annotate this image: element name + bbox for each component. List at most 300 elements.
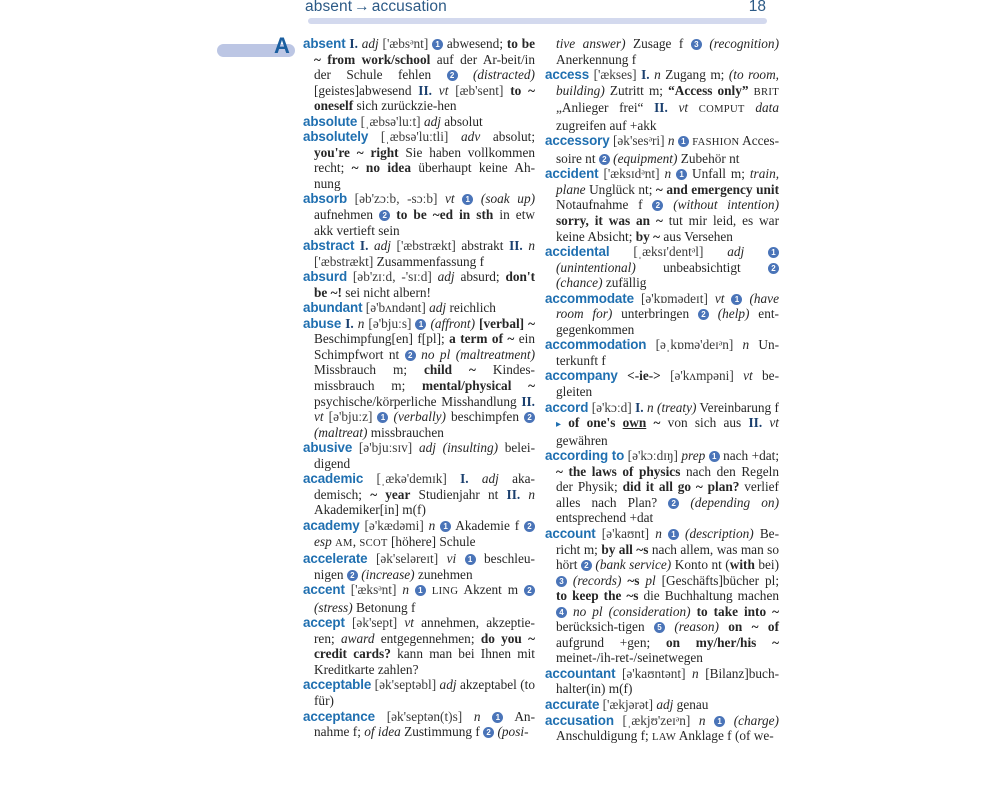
example-phrase: ~ no idea — [351, 160, 411, 176]
sense-indicator: (affront) — [430, 315, 476, 331]
dictionary-entry-absorb — [303, 191, 535, 238]
part-of-speech: n — [692, 665, 699, 681]
left-column — [303, 36, 535, 740]
example-translation: psychische/körperliche Misshandlung — [314, 393, 517, 409]
dictionary-entry-accurate — [545, 697, 779, 713]
translation: [Bilanz]buch-halter(in) m(f) — [556, 665, 780, 697]
translation: genau — [676, 696, 709, 712]
translation: [höhere] Schule — [391, 533, 476, 549]
sense-number: 2 — [581, 560, 592, 571]
headword[interactable]: abundant — [303, 300, 363, 316]
part-of-speech: adj — [429, 300, 447, 316]
part-of-speech: vt — [438, 82, 449, 98]
dictionary-entry-absolute — [303, 114, 535, 130]
pronunciation: [ə'kʌmpəni] — [670, 368, 734, 384]
dictionary-entry-abuse — [303, 316, 535, 440]
example-phrase: ~ year — [370, 486, 411, 502]
sense-indicator: of idea — [364, 724, 401, 740]
translation: Missbrauch m; — [314, 362, 408, 378]
example-translation: Kindes-missbrauch m; — [314, 362, 535, 394]
roman-numeral: I. — [635, 399, 644, 415]
part-of-speech: adv — [461, 129, 481, 145]
example-phrase: do you ~ credit cards? — [314, 630, 536, 662]
dictionary-entry-absurd — [303, 269, 535, 300]
translation: Konto nt — [674, 557, 722, 573]
example-phrase: of one's own ~ — [568, 415, 661, 431]
headword[interactable]: account — [545, 525, 596, 541]
pronunciation: ['æbsᵊnt] — [382, 36, 429, 51]
sense-number: 1 — [676, 169, 687, 180]
sense-indicator: (distracted) — [472, 67, 535, 83]
part-of-speech: n — [667, 133, 675, 149]
translation: Anerkennung f — [556, 51, 637, 67]
headword[interactable]: accelerate — [303, 551, 368, 567]
part-of-speech: vt — [743, 368, 753, 384]
translation: be-gleiten — [556, 368, 779, 400]
sense-indicator: (increase) — [361, 566, 415, 582]
example-phrase: on ~ of — [728, 619, 780, 635]
part-of-speech: adj — [423, 113, 441, 129]
dictionary-entry-acceptable — [303, 677, 535, 708]
headword[interactable]: abstract — [303, 238, 355, 254]
sense-number: 1 — [462, 194, 473, 205]
sense-number: 2 — [524, 585, 535, 596]
dictionary-entry-accessory — [545, 133, 779, 166]
translation: entgegennehmen; — [380, 630, 475, 646]
translation: zunehmen — [417, 566, 473, 582]
example-phrase: to take into ~ — [696, 603, 780, 619]
translation: Anschuldigung f; — [556, 728, 649, 744]
translation: Zustimmung f — [404, 724, 480, 740]
translation: zufällig — [605, 275, 647, 291]
headword[interactable]: absent — [303, 36, 346, 51]
headword[interactable]: accusation — [545, 712, 614, 728]
translation: Acces-soire nt — [556, 133, 780, 166]
sense-indicator: (equipment) — [613, 150, 678, 166]
sense-indicator: (maltreatment) — [455, 346, 536, 362]
translation: Betonung f — [356, 599, 416, 615]
pronunciation: [ˌækə'demɪk] — [376, 471, 447, 487]
part-of-speech: adj — [481, 471, 499, 487]
region-label: AM — [335, 537, 353, 549]
part-of-speech: vt — [714, 290, 725, 306]
example-translation: „Anlieger frei“ — [556, 100, 644, 116]
dictionary-entry-accompany — [545, 368, 779, 399]
sense-indicator: (insulting) — [442, 440, 499, 456]
dictionary-entry-accord — [545, 400, 779, 449]
sense-indicator: train, plane — [556, 166, 780, 197]
translation: Anklage f — [678, 728, 732, 744]
headword[interactable]: accidental — [545, 244, 610, 260]
sense-indicator: (records) — [572, 572, 622, 588]
running-head-first-entry: absent — [305, 0, 353, 15]
example-translation: die Buchhaltung machen — [643, 588, 779, 604]
example-translation: von sich aus — [667, 415, 742, 431]
pronunciation: [ˌæksɪ'dentᵊl] — [633, 244, 704, 260]
running-head-last-entry: accusation — [371, 0, 447, 15]
pronunciation: ['æksɪdᵊnt] — [603, 166, 660, 182]
part-of-speech: n — [473, 708, 481, 724]
translation: absolut; — [492, 129, 536, 145]
pronunciation: [ək'septən(t)s] — [386, 708, 463, 724]
translation: unterbringen — [621, 306, 690, 322]
example-phrase: “Access only” — [668, 82, 749, 98]
translation: Akzent m — [463, 582, 519, 598]
example-phrase: ~ and emergency unit — [655, 181, 779, 197]
translation: ent-gegenkommen — [556, 306, 779, 337]
headword[interactable]: according to — [545, 448, 625, 464]
part-of-speech: adj — [656, 696, 674, 712]
part-of-speech: n — [742, 337, 750, 353]
pronunciation: [ək'seləreɪt] — [375, 551, 439, 567]
dictionary-entry-abundant — [303, 300, 535, 316]
headword[interactable]: accident — [545, 166, 599, 182]
dictionary-entry-account — [545, 526, 779, 666]
translation: belei-digend — [314, 440, 536, 471]
sense-number: 1 — [465, 554, 476, 565]
example-translation: Sie haben vollkommen recht; — [314, 144, 536, 176]
headword[interactable]: abuse — [303, 315, 342, 331]
pronunciation: ['ækjərət] — [602, 696, 654, 712]
pronunciation: [ək'sept] — [351, 615, 398, 631]
part-of-speech: n — [655, 525, 662, 541]
part-of-speech: adj — [361, 36, 379, 51]
sense-number: 2 — [405, 350, 416, 361]
part-of-speech: n — [698, 712, 706, 728]
pronunciation: ['æbstrækt] — [396, 238, 456, 254]
example-translation: Studienjahr nt — [418, 486, 499, 502]
pronunciation: [ək'septəbl] — [374, 677, 437, 693]
example-phrase: on my/her/his ~ — [665, 634, 780, 650]
example-translation: aufgrund +gen; — [556, 634, 651, 650]
translation: [geistes]abwesend — [314, 82, 412, 98]
dictionary-entry-accountant — [545, 666, 779, 697]
translation: Akademie f — [455, 517, 520, 533]
sense-number: 1 — [492, 712, 503, 723]
region-label: BRIT — [753, 86, 780, 98]
sense-indicator: (soak up) — [480, 191, 536, 207]
example-phrase: did it all go ~ plan? — [622, 479, 740, 495]
sense-indicator: (charge) — [733, 712, 779, 728]
example-phrase: to be ~ed in sth — [396, 207, 494, 223]
roman-numeral: II. — [509, 238, 523, 254]
sense-indicator: award — [340, 630, 375, 646]
example-translation: verlief alles nach Plan? — [556, 479, 779, 510]
roman-numeral: I. — [641, 67, 650, 83]
headword[interactable]: absolutely — [303, 129, 369, 145]
part-of-speech: adj — [418, 440, 436, 456]
example-phrase: sorry, it was an ~ — [556, 213, 663, 229]
subject-label: COMPUT — [698, 104, 745, 116]
example-translation: nach allem, was man so hört — [556, 541, 779, 573]
headword[interactable]: acceptable — [303, 677, 372, 693]
dictionary-entry-acceptance — [303, 709, 535, 740]
sense-number: 1 — [768, 247, 779, 258]
headword[interactable]: absurd — [303, 269, 348, 285]
translation: akzeptabel — [459, 677, 517, 693]
part-of-speech: n — [428, 517, 436, 533]
sense-indicator: (to room, building) — [556, 67, 779, 98]
pronunciation: [ˌæbsə'luːtli] — [380, 129, 449, 145]
sense-number: 2 — [483, 727, 494, 738]
example-translation: sei nicht albern! — [345, 284, 431, 300]
sense-indicator: (maltreat) — [314, 424, 368, 440]
pronunciation: [ə'bʌndənt] — [365, 300, 426, 316]
example-phrase: [verbal] ~ — [479, 315, 536, 331]
subject-label: LING — [431, 586, 459, 598]
pronunciation: [əb'zɪːd, -'sɪːd] — [352, 269, 432, 285]
running-head-entries — [305, 0, 447, 16]
dictionary-entry-accidental — [545, 244, 779, 291]
sense-indicator: (stress) — [314, 599, 353, 615]
phrase-marker-icon: ▸ — [556, 419, 562, 431]
example-translation: Beschimpfung[en] f[pl]; — [314, 331, 445, 347]
sense-indicator: (have room for) — [556, 290, 779, 322]
dictionary-entry-accusation — [545, 713, 779, 746]
sense-number: 2 — [698, 309, 709, 320]
translation: beschleu-nigen — [314, 551, 535, 582]
translation: aufnehmen — [314, 207, 374, 223]
dictionary-entry-according-to — [545, 448, 779, 526]
inflection-note: <-ie-> — [627, 368, 661, 384]
translation: abstrakt — [461, 238, 504, 254]
example-phrase: to keep the ~s — [556, 588, 639, 604]
sense-number: 3 — [556, 576, 567, 587]
example-translation: aus Versehen — [663, 228, 733, 244]
running-head-arrow-icon: → — [354, 0, 370, 15]
part-of-speech: n — [654, 67, 661, 83]
sense-indicator: (reason) — [674, 619, 719, 635]
dictionary-entry-absent — [303, 36, 535, 114]
sense-number: 2 — [447, 70, 458, 81]
part-of-speech: vt — [678, 100, 689, 116]
headword[interactable]: accountant — [545, 665, 616, 681]
example-translation: überhaupt keine Ah-nung — [314, 160, 536, 191]
headword[interactable]: accessory — [545, 133, 610, 149]
headword[interactable]: accompany — [545, 368, 618, 384]
sense-indicator: (bank service) — [595, 557, 672, 573]
sense-number: 1 — [415, 319, 426, 330]
sense-number: 1 — [714, 716, 725, 727]
sense-indicator: (verbally) — [393, 409, 446, 425]
dictionary-entry-accent — [303, 582, 535, 615]
example-translation: auf der Ar-beit/in der Schule fehlen — [314, 51, 535, 83]
dictionary-entry-accelerate — [303, 551, 535, 582]
pronunciation: [ə'bjuːz] — [328, 409, 373, 425]
translation: Zubehör nt — [680, 150, 740, 166]
headword[interactable]: absorb — [303, 191, 348, 207]
translation: reichlich — [449, 300, 496, 316]
dictionary-entry-accident — [545, 166, 779, 244]
translation: An-nahme f; — [314, 708, 535, 740]
dictionary-entry-academy: academy [ə'kædəmi] n 1 Akademie f 2 esp AM, SCOT [höhere] Schule — [303, 518, 535, 551]
translation: beschimpfen — [451, 409, 519, 425]
roman-numeral: II. — [506, 486, 521, 502]
pronunciation: ['æbstrækt] — [314, 253, 374, 269]
example-translation: in etw akk vertieft sein — [314, 207, 536, 238]
translation: Un-terkunft f — [556, 337, 780, 368]
headword[interactable]: accord — [545, 399, 589, 415]
sense-number: 2 — [379, 210, 390, 221]
sense-number: 2 — [668, 498, 679, 509]
example-translation: nach den Regeln der Physik; — [556, 463, 779, 495]
example-translation: meinet-/ih-ret-/seinetwegen — [556, 650, 703, 666]
headword[interactable]: accent — [303, 582, 345, 598]
headword[interactable]: access — [545, 67, 590, 83]
running-head — [0, 0, 1000, 26]
pronunciation: [ə'kɔːdɪŋ] — [627, 448, 678, 464]
dictionary-entry-academic — [303, 471, 535, 518]
roman-numeral: I. — [359, 238, 369, 254]
example-phrase: to ~ oneself — [314, 82, 536, 114]
translation: Zutritt m; — [609, 82, 663, 98]
translation: annehmen, akzeptie-ren; — [314, 615, 535, 646]
pronunciation: [ə'bjuːs] — [368, 315, 412, 331]
part-of-speech: n — [528, 486, 536, 502]
example-translation: ein Schimpfwort nt — [314, 331, 535, 362]
roman-numeral: II. — [418, 82, 432, 98]
subject-label: LAW — [652, 732, 677, 744]
sense-indicator: (treaty) — [657, 399, 697, 415]
translation: aka-demisch; — [314, 471, 535, 502]
roman-numeral: II. — [521, 393, 535, 409]
example-phrase: to be ~ from work/school — [314, 36, 536, 67]
pronunciation: [ə'kɒmədeɪt] — [640, 290, 708, 306]
headword[interactable]: accommodate — [545, 290, 634, 306]
translation: Zusammenfassung f — [376, 253, 485, 269]
pronunciation: [ək'sesᵊri] — [612, 133, 665, 149]
dictionary-entry-abstract — [303, 238, 535, 269]
translation: [Geschäfts]bücher pl; — [661, 572, 780, 588]
entry-continuation-acceptance — [545, 36, 779, 67]
sense-number: 1 — [709, 451, 720, 462]
part-of-speech: vt — [769, 415, 779, 431]
part-of-speech: n — [664, 166, 672, 182]
sense-number: 2 — [652, 200, 663, 211]
region-label: SCOT — [359, 537, 388, 549]
headword[interactable]: accommodation — [545, 337, 647, 353]
pronunciation: [əb'zɔːb, -sɔːb] — [354, 191, 438, 207]
roman-numeral: I. — [460, 471, 469, 487]
part-of-speech: vt — [445, 191, 455, 207]
subject-label: FASHION — [692, 137, 740, 149]
complement-note: (with bei) — [725, 557, 779, 573]
part-of-speech: n — [402, 582, 409, 598]
phrase-continued: (of we- — [734, 728, 774, 744]
headword[interactable]: acceptance — [303, 708, 375, 724]
part-of-speech: adj — [727, 244, 745, 260]
pronunciation: [əˌkɒmə'deɪᵊn] — [655, 337, 734, 353]
sense-indicator: (unintentional) — [556, 259, 636, 275]
sense-number: 4 — [556, 607, 567, 618]
example-translation: Notaufnahme f — [556, 197, 643, 213]
example-phrase: by ~ — [635, 228, 661, 244]
sense-number: 3 — [691, 39, 702, 50]
example-translation: tut mir leid, es war keine Absicht; — [556, 213, 779, 244]
sense-number: 1 — [415, 585, 426, 596]
headword[interactable]: abusive — [303, 440, 353, 456]
sense-number: 1 — [678, 136, 689, 147]
sense-indicator: (help) — [717, 306, 750, 322]
translation: Unfall m; — [691, 166, 745, 182]
example-phrase: ~ the laws of physics — [556, 463, 681, 479]
part-of-speech: vt — [404, 615, 414, 631]
roman-numeral: I. — [345, 315, 354, 331]
dictionary-entry-abusive — [303, 440, 535, 471]
sense-number: 1 — [377, 412, 388, 423]
sense-indicator: (description) — [685, 525, 754, 541]
page-number: 18 — [748, 0, 766, 15]
pronunciation: [ə'kaʊnt] — [601, 525, 650, 541]
roman-numeral: I. — [349, 36, 358, 51]
grammar-label: pl — [645, 572, 656, 588]
sense-number: 5 — [654, 622, 665, 633]
example-phrase: mental/physical ~ — [422, 378, 535, 394]
translation: unbeabsichtigt — [663, 259, 741, 275]
sense-number: 1 — [432, 39, 443, 50]
example-translation: sich zurückzie-hen — [356, 98, 457, 114]
stress-underline: own — [622, 415, 647, 431]
sense-number: 2 — [599, 154, 610, 165]
example-phrase: don't be ~! — [314, 269, 535, 300]
sense-number: 2 — [524, 412, 535, 423]
example-translation: berücksich-tigen — [556, 619, 645, 635]
headword[interactable]: accept — [303, 615, 345, 631]
sense-indicator: (recognition) — [709, 36, 780, 51]
roman-numeral: II. — [748, 415, 763, 431]
headword[interactable]: academy — [303, 517, 360, 533]
sense-number: 1 — [668, 529, 679, 540]
dictionary-entry-absolutely — [303, 129, 535, 191]
part-of-speech: vi — [446, 551, 457, 567]
sense-number: 2 — [347, 570, 358, 581]
example-phrase: child ~ — [423, 362, 476, 378]
headword[interactable]: absolute — [303, 113, 358, 129]
sense-indicator: (chance) — [556, 275, 603, 291]
translation: Zusage f — [633, 36, 684, 51]
headword[interactable]: accurate — [545, 696, 600, 712]
dictionary-entry-accept — [303, 615, 535, 677]
example-phrase: ~s — [627, 572, 640, 588]
translation: absurd; — [460, 269, 500, 285]
part-of-speech: adj — [437, 269, 455, 285]
roman-numeral: II. — [654, 100, 668, 116]
dictionary-entry-access — [545, 67, 779, 133]
pronunciation: [ə'kædəmi] — [364, 517, 424, 533]
example-phrase: by all ~s — [601, 541, 649, 557]
example-phrase: a term of ~ — [449, 331, 515, 347]
translation: nach +dat; — [723, 448, 780, 464]
sense-number: 2 — [524, 521, 535, 532]
pronunciation: [ə'kɔːd] — [591, 399, 632, 415]
right-column — [545, 36, 779, 746]
part-of-speech: prep — [681, 448, 706, 464]
usage-label: esp — [314, 533, 332, 549]
headword[interactable]: academic — [303, 471, 364, 487]
translation: Akademiker[in] m(f) — [314, 502, 426, 518]
part-of-speech: n — [646, 399, 654, 415]
complement-note: (to für) — [314, 677, 536, 708]
sense-indicator: (consideration) — [608, 603, 691, 619]
translation: Vereinbarung f — [699, 399, 779, 415]
translation: abwesend; — [446, 36, 504, 51]
sense-number: 1 — [731, 294, 742, 305]
example-translation: kann man bei Ihnen mit Kreditkarte zahlen? — [314, 646, 536, 677]
sense-number: 2 — [768, 263, 779, 274]
dictionary-entry-accommodation — [545, 337, 779, 368]
pronunciation: ['ækses] — [593, 67, 637, 83]
header-rule — [308, 18, 767, 24]
